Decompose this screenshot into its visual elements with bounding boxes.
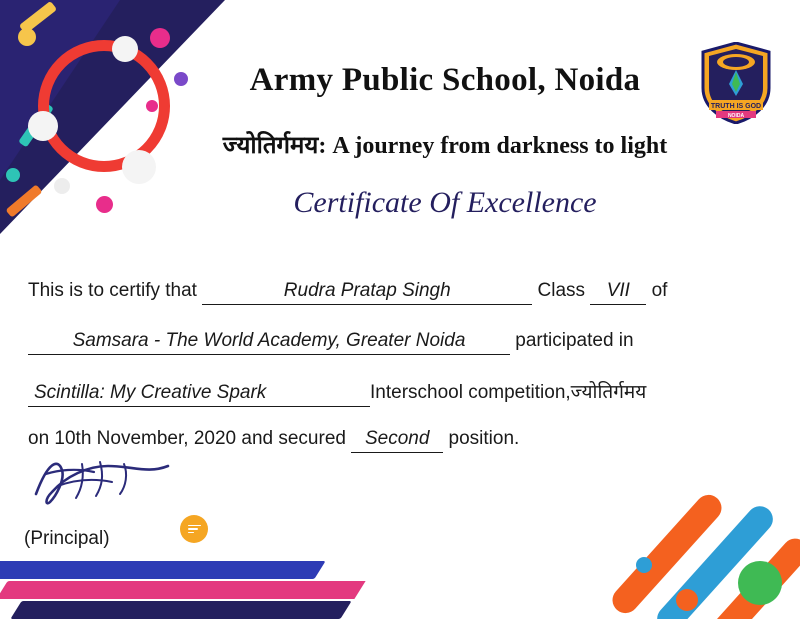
- participated-text: participated in: [515, 330, 634, 351]
- decor-white-dot-4: [54, 178, 70, 194]
- svg-text:NOIDA: NOIDA: [727, 113, 745, 119]
- decor-pink-stripe: [0, 581, 338, 599]
- decor-blue-stripe: [0, 561, 326, 579]
- decor-navy-stripe: [10, 601, 351, 619]
- class-value-field[interactable]: VII: [590, 280, 646, 305]
- footer-left-decor: [0, 539, 430, 619]
- footer-right-decor: [500, 444, 800, 619]
- class-label: Class: [537, 280, 586, 301]
- decor-white-dot-3: [122, 150, 156, 184]
- competition-hindi-text: ज्योतिर्गमय: [570, 382, 647, 403]
- body-line-3: [28, 378, 646, 407]
- principal-label: (Principal): [24, 528, 110, 549]
- seal-lines-icon: [188, 525, 201, 534]
- intro-text: This is to certify that: [28, 280, 197, 301]
- decor-pink-dot-3: [146, 100, 158, 112]
- certificate-header: [0, 0, 800, 234]
- decor-white-dot-1: [28, 111, 58, 141]
- body-line-1: [28, 280, 667, 305]
- decor-pink-block: [294, 581, 365, 599]
- decor-pink-dot-2: [96, 196, 113, 213]
- school-name-title: Army Public School, Noida: [249, 62, 641, 98]
- of-text: of: [651, 280, 668, 301]
- secured-text: and secured: [241, 428, 346, 449]
- decor-pink-dot-1: [150, 28, 170, 48]
- decor-orange-circle: [676, 589, 698, 611]
- decor-green-circle: [738, 561, 782, 605]
- date-text: on 10th November, 2020: [28, 428, 237, 449]
- student-name-field[interactable]: Rudra Pratap Singh: [202, 280, 532, 305]
- principal-signature: [28, 452, 198, 514]
- body-line-4: [28, 428, 519, 453]
- decor-purple-dot: [174, 72, 188, 86]
- position-text: position.: [448, 428, 520, 449]
- svg-text:TRUTH IS GOD: TRUTH IS GOD: [710, 103, 762, 110]
- decor-teal-dot: [6, 168, 20, 182]
- school-name-field[interactable]: Samsara - The World Academy, Greater Noida: [28, 330, 510, 355]
- school-crest-icon: [700, 42, 772, 124]
- decor-white-dot-2: [112, 36, 138, 62]
- position-field[interactable]: Second: [351, 428, 443, 453]
- decor-blue-circle: [636, 557, 652, 573]
- decor-yellow-dot: [18, 28, 36, 46]
- competition-text: Interschool competition,: [370, 382, 571, 403]
- body-line-2: [28, 330, 634, 355]
- event-name-field[interactable]: Scintilla: My Creative Spark: [28, 382, 370, 407]
- school-motto: ज्योतिर्गमय: A journey from darkness to light: [222, 133, 668, 159]
- decor-orange-ribbon-1: [607, 490, 727, 619]
- certificate-title: Certificate Of Excellence: [293, 186, 597, 219]
